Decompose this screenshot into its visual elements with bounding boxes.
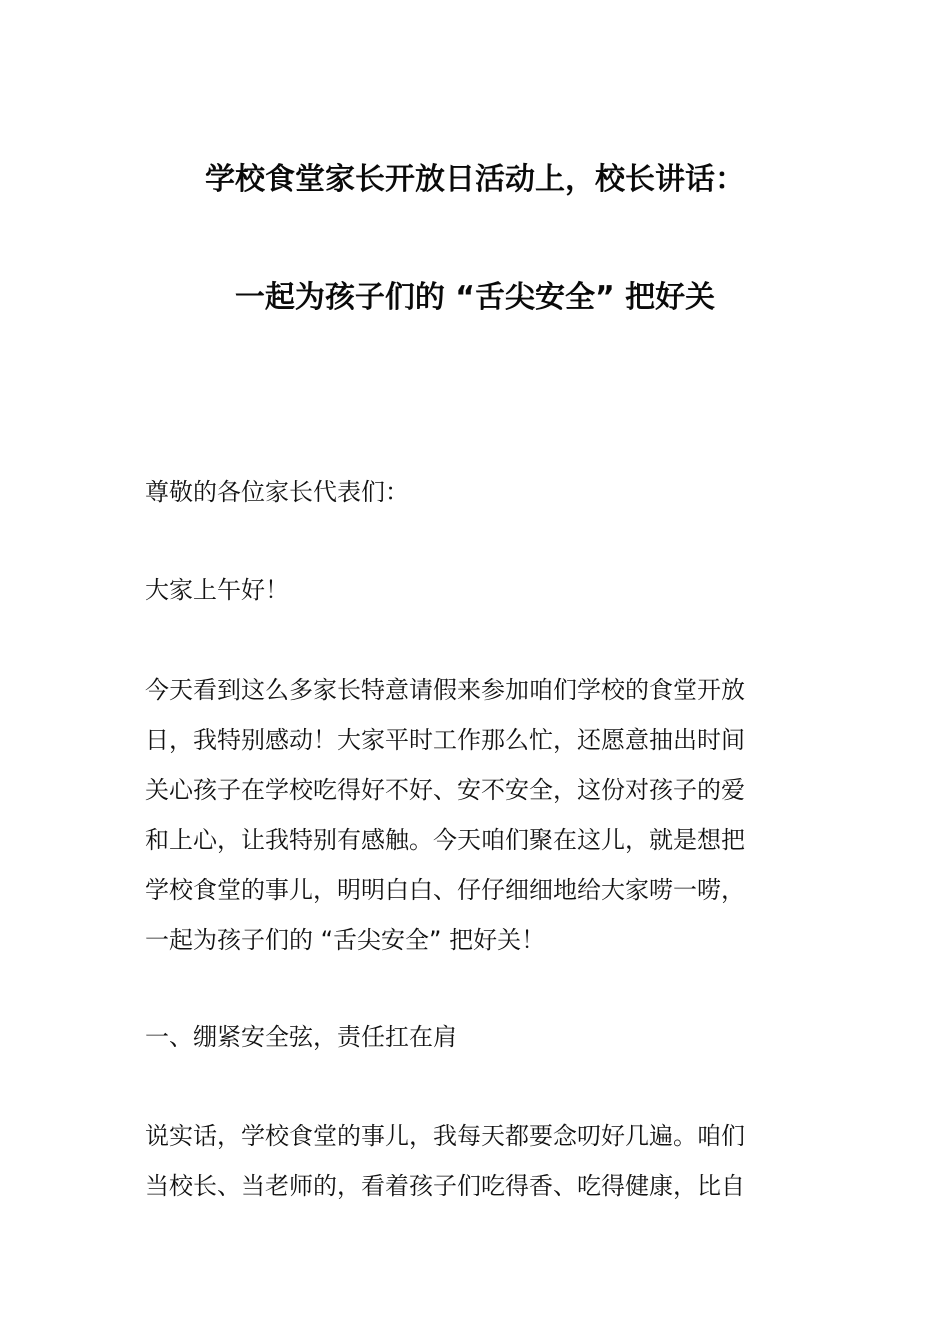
paragraph-2 <box>145 1111 810 1211</box>
section-heading-1 <box>145 1012 810 1062</box>
greeting-line <box>145 565 810 615</box>
paragraph-line: 说实话，学校食堂的事儿，我每天都要念叨好几遍。咱们 <box>145 1122 745 1150</box>
salutation-text: 尊敬的各位家长代表们： <box>145 478 409 506</box>
paragraph-1 <box>145 665 810 965</box>
section-heading-text: 一、绷紧安全弦，责任扛在肩 <box>145 1023 457 1051</box>
greeting-text: 大家上午好！ <box>145 576 289 604</box>
salutation <box>145 467 810 517</box>
paragraph-line: 关心孩子在学校吃得好不好、安不安全，这份对孩子的爱 <box>145 776 745 804</box>
document-title-line-1: 学校食堂家长开放日活动上，校长讲话： <box>205 162 745 197</box>
paragraph-line: 和上心，让我特别有感触。今天咱们聚在这儿，就是想把 <box>145 826 745 854</box>
paragraph-line: 学校食堂的事儿，明明白白、仔仔细细地给大家唠一唠， <box>145 876 745 904</box>
paragraph-line: 今天看到这么多家长特意请假来参加咱们学校的食堂开放 <box>145 676 745 704</box>
paragraph-line: 当校长、当老师的，看着孩子们吃得香、吃得健康，比自 <box>145 1172 745 1200</box>
paragraph-line: 一起为孩子们的 “舌尖安全” 把好关！ <box>145 926 546 954</box>
paragraph-line: 日，我特别感动！大家平时工作那么忙，还愿意抽出时间 <box>145 726 745 754</box>
document-title-line-2: 一起为孩子们的 “舌尖安全” 把好关 <box>234 280 716 315</box>
